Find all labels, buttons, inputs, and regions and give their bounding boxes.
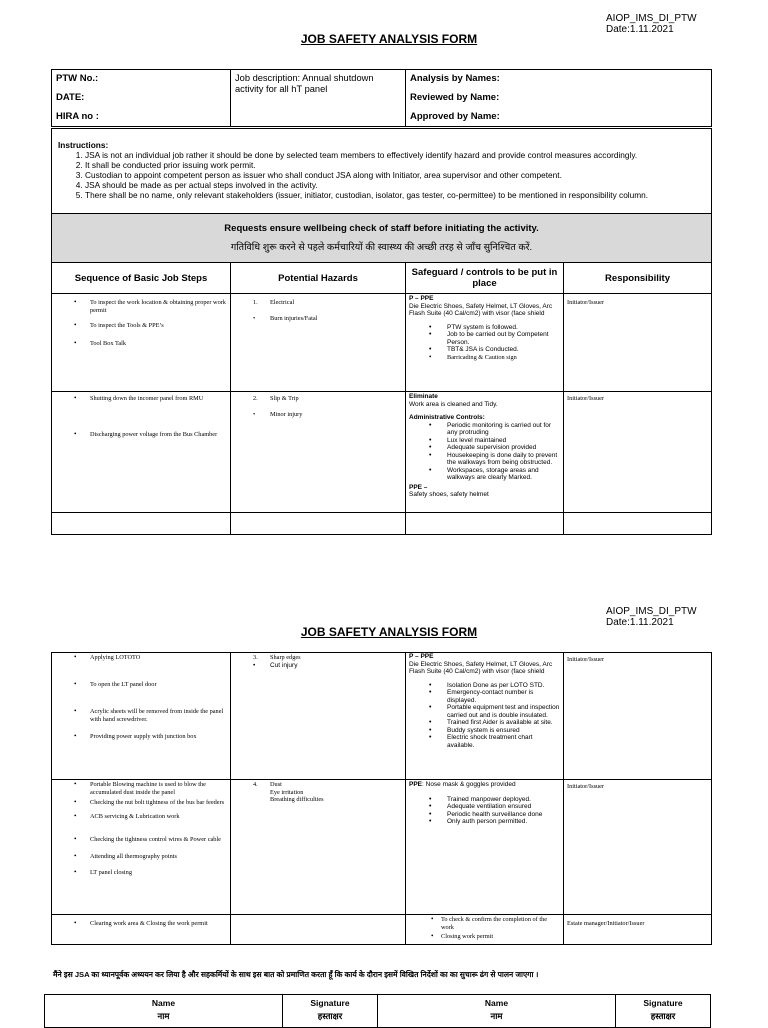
list-item: • Trained manpower deployed.	[409, 796, 560, 804]
eliminate-title: Eliminate	[409, 393, 438, 400]
hira-number-label: HIRA no :	[56, 111, 99, 122]
ppe-text: Safety shoes, safety helmet	[409, 491, 489, 498]
list-item: • Shutting down the incomer panel from RMU	[52, 395, 226, 403]
list-item: • Only auth person permitted.	[409, 818, 560, 826]
document-date: Date:1.11.2021	[606, 617, 674, 628]
list-item: • To inspect the Tools & PPE’s	[52, 322, 226, 330]
column-header-responsibility: Responsibility	[564, 263, 712, 294]
hazard-text: Burn injuries/Fatal	[270, 314, 318, 322]
header-table	[51, 69, 712, 127]
hazard-number: 3.	[253, 654, 258, 661]
wellbeing-hindi: गतिविधि शुरू करने से पहले कर्मचारियों की स्वास्थ्य की अच्छी तरह से जाँच सुनिश्चित करें.	[230, 242, 533, 253]
steps-list	[52, 781, 230, 877]
responsibility-cell: Initiator/Issuer	[564, 294, 712, 392]
list-item: • To check & confirm the completion of the work	[409, 916, 560, 931]
instruction-item: 4. JSA should be made as per actual steps involved in the activity.	[85, 180, 705, 190]
list-item: • Barricading & Caution sign	[409, 354, 560, 362]
list-item: • Trained first Aider is available at site.	[409, 719, 560, 727]
list-item: • Workspaces, storage areas and walkways are clearly Marked.	[409, 467, 560, 482]
steps-list	[52, 654, 230, 741]
document-code-text: AIOP_IMS_DI_PTW	[606, 606, 697, 617]
ppe-title: PPE	[409, 781, 423, 788]
hazard-text: Dust	[270, 781, 282, 788]
list-item: • To inspect the work location & obtaining proper work permit	[52, 299, 226, 314]
wellbeing-english: Requests ensure wellbeing check of staff before initiating the activity.	[224, 223, 539, 234]
hazard-number: 1.	[253, 299, 258, 306]
hazard-item	[253, 781, 401, 789]
job-description: Job description: Annual shutdown activity for all hT panel	[235, 73, 374, 94]
signature-label: Signature	[310, 998, 350, 1008]
safeguard-title: P – PPE	[409, 653, 434, 660]
instructions-block	[52, 129, 712, 214]
list-item: • ACB servicing & Lubrication work	[52, 813, 226, 821]
list-item: • Job to be carried out by Competent Person.	[409, 331, 560, 346]
reviewed-by-label: Reviewed by Name:	[410, 92, 500, 103]
list-item: • Providing power supply with junction box	[52, 733, 226, 741]
column-header-safeguard: Safeguard / controls to be put in place	[406, 263, 564, 294]
empty-cell	[564, 513, 712, 535]
ppe-text: : Nose mask & goggles provided	[422, 781, 516, 788]
signature-table	[44, 994, 711, 1028]
list-item: • Applying LOTOTO	[52, 654, 226, 662]
table-row	[52, 294, 712, 392]
ppe-line	[409, 781, 560, 789]
hazard-item	[253, 662, 401, 670]
list-item: • Tool Box Talk	[52, 340, 226, 348]
empty-cell	[231, 915, 406, 945]
instructions-list	[58, 150, 705, 200]
wellbeing-banner	[52, 214, 712, 263]
hazard-number: 4.	[253, 781, 258, 788]
list-item: • Portable Blowing machine is used to blow the accumulated dust inside the panel	[52, 781, 226, 796]
ptw-number-label: PTW No.:	[56, 73, 99, 84]
list-item: • Checking the nut bolt tightness of the bus bar feeders	[52, 799, 226, 807]
instruction-item: 1. JSA is not an individual job rather it should be done by selected team members to effectively identify hazard and provide control measures accordingly.	[85, 150, 705, 160]
list-item: • Buddy system is ensured	[409, 727, 560, 735]
name-label-hindi: नाम	[490, 1011, 503, 1021]
safeguard-list	[409, 916, 560, 941]
column-header-steps: Sequence of Basic Job Steps	[52, 263, 231, 294]
hazard-item	[253, 299, 401, 307]
safeguard-list	[409, 796, 560, 826]
bullet-icon: •	[253, 410, 256, 418]
document-code-text: AIOP_IMS_DI_PTW	[606, 13, 697, 24]
hazard-text: Breathing difficulties	[270, 796, 324, 803]
eliminate-text: Work area is cleaned and Tidy.	[409, 400, 498, 408]
instruction-item: 3. Custodian to appoint competent person as issuer who shall conduct JSA along with Initiator, area supervisor and other competent.	[85, 170, 705, 180]
approved-by-label: Approved by Name:	[410, 111, 500, 122]
signature-label: Signature	[643, 998, 683, 1008]
hazard-text: Electrical	[270, 299, 295, 306]
jsa-table-page2	[51, 652, 712, 945]
steps-list	[52, 299, 230, 347]
empty-cell	[406, 513, 564, 535]
list-item: • To open the LT panel door	[52, 681, 226, 689]
table-row-empty	[52, 513, 712, 535]
hazard-item	[253, 315, 401, 323]
list-item: • TBT& JSA is Conducted.	[409, 346, 560, 354]
hazard-text: Slip & Trip	[270, 395, 299, 402]
form-title: JOB SAFETY ANALYSIS FORM	[300, 32, 478, 46]
list-item: • Clearing work area & Closing the work permit	[52, 920, 226, 928]
empty-cell	[231, 513, 406, 535]
list-item: • LT panel closing	[52, 869, 226, 877]
table-row	[52, 915, 712, 945]
list-item: • Periodic monitoring is carried out for any protruding	[409, 422, 560, 437]
steps-list	[52, 395, 230, 438]
steps-list	[52, 920, 230, 928]
bullet-icon: •	[253, 661, 256, 669]
column-header-hazards: Potential Hazards	[231, 263, 406, 294]
hazard-item	[253, 654, 401, 662]
date-label: DATE:	[56, 92, 85, 103]
hazard-text: Minor injury	[270, 410, 303, 418]
list-item: • Closing work permit	[409, 933, 560, 941]
name-label: Name	[484, 998, 509, 1008]
list-item: • Checking the tightness control wires & Power cable	[52, 836, 226, 844]
safeguard-list	[409, 682, 560, 750]
declaration-hindi: मैंने इस JSA का ध्यानपूर्वक अध्ययन कर लिया है और सहकर्मियों के साथ इस बात को प्रमाणित करता हूँ कि कार्य के दौरान इसमें विखित निर्देशों का का सुचारू ढंग से पालन जाएगा ।	[53, 970, 539, 979]
list-item: • Acrylic sheets will be removed from inside the panel with hand screwdriver.	[52, 708, 226, 723]
name-label-hindi: नाम	[157, 1011, 170, 1021]
admin-controls-title: Administrative Controls:	[409, 414, 485, 421]
list-item: • Periodic health surveillance done	[409, 811, 560, 819]
jsa-table-page1	[51, 128, 712, 535]
table-row	[52, 780, 712, 915]
document-date: Date:1.11.2021	[606, 24, 674, 35]
list-item: • Lux level maintained	[409, 437, 560, 445]
safeguard-text: Die Electric Shoes, Safety Helmet, LT Gloves, Arc Flash Suite (40 Cal/cm2) with visor (face shield	[409, 302, 553, 317]
hazard-text: Cut injury	[270, 661, 298, 669]
form-title: JOB SAFETY ANALYSIS FORM	[300, 625, 478, 639]
signature-label-hindi: हस्ताक्षर	[317, 1011, 343, 1021]
responsibility-cell: Estate manager/Initiator/Issuer	[564, 915, 712, 945]
safeguard-list	[409, 324, 560, 362]
instruction-item: 5. There shall be no name, only relevant stakeholders (issuer, initiator, custodian, isolator, gas tester, co-permittee) to be mentioned in responsibility column.	[85, 190, 705, 200]
safeguard-text: Die Electric Shoes, Safety Helmet, LT Gloves, Arc Flash Suite (40 Cal/cm2) with visor (face shield	[409, 660, 553, 675]
hazard-number: 2.	[253, 395, 258, 402]
safeguard-title: P – PPE	[409, 295, 434, 302]
hazard-text: Sharp edges	[270, 654, 301, 661]
name-label: Name	[151, 998, 176, 1008]
list-item: • Portable equipment test and inspection carried out and is double insulated.	[409, 704, 560, 719]
hazard-item	[253, 395, 401, 403]
list-item: • Adequate supervision provided	[409, 444, 560, 452]
responsibility-cell: Initiator/Issuer	[564, 780, 712, 915]
ppe-title: PPE –	[409, 483, 428, 491]
table-row	[52, 653, 712, 780]
list-item: • Housekeeping is done daily to prevent the walkways from being obstructed.	[409, 452, 560, 467]
list-item: • Adequate ventilation ensured	[409, 803, 560, 811]
instructions-title: Instructions:	[58, 140, 109, 150]
hazard-item	[253, 411, 401, 419]
list-item: • Attending all thermography points	[52, 853, 226, 861]
list-item: • Isolation Done as per LOTO STD.	[409, 682, 560, 690]
analysis-by-label: Analysis by Names:	[410, 73, 500, 84]
hazard-text: Eye irritation	[270, 788, 304, 796]
signature-label-hindi: हस्ताक्षर	[650, 1011, 676, 1021]
table-row	[52, 392, 712, 513]
instruction-item: 2. It shall be conducted prior issuing work permit.	[85, 160, 705, 170]
list-item: • Electric shock treatment chart available.	[409, 734, 560, 749]
empty-cell	[52, 513, 231, 535]
list-item: • PTW system is followed.	[409, 324, 560, 332]
responsibility-cell: Initiator/Issuer	[564, 653, 712, 780]
list-item: • Emergency-contact number is displayed.	[409, 689, 560, 704]
bullet-icon: •	[253, 314, 256, 322]
list-item: • Discharging power voltage from the Bus Chamber	[52, 431, 226, 439]
admin-controls-list	[409, 422, 560, 482]
responsibility-cell: Initiator/Issuer	[564, 392, 712, 513]
